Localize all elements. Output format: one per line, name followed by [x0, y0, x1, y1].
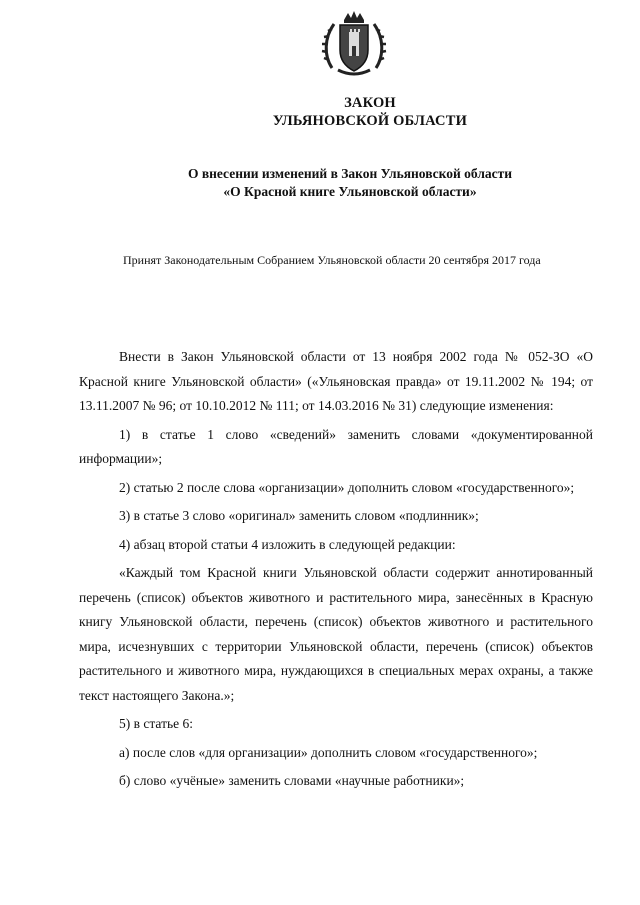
- amendment-item-2: 2) статью 2 после слова «организации» дополнить словом «государственного»;: [119, 479, 575, 495]
- law-title-line2: УЛЬЯНОВСКОЙ ОБЛАСТИ: [272, 113, 468, 129]
- law-subject-line1: О внесении изменений в Закон Ульяновской области: [187, 166, 513, 181]
- intro-paragraph: Внести в Закон Ульяновской области от 13 ноября 2002 года № 052-ЗО «О Красной книге Ульяновской области» («Ульяновская правда» от 19.11.2002 № 194; от 13.11.2007 № 96; от 10.10.2012 № 111; от 14.03.2016 № 31) следующие изменения:: [79, 349, 593, 413]
- law-body: [79, 345, 593, 794]
- amendment-item-3: 3) в статье 3 слово «оригинал» заменить словом «подлинник»;: [119, 508, 479, 523]
- amendment-item-5b: б) слово «учёные» заменить словами «научные работники»;: [119, 773, 465, 788]
- adoption-note: Принят Законодательным Собранием Ульяновской области 20 сентября 2017 года: [123, 253, 541, 267]
- law-title-line1: ЗАКОН: [344, 95, 396, 111]
- amendment-item-4: 4) абзац второй статьи 4 изложить в следующей редакции:: [119, 536, 456, 552]
- amendment-item-5a: а) после слов «для организации» дополнить словом «государственного»;: [119, 744, 538, 760]
- amendment-item-1: 1) в статье 1 слово «сведений» заменить словами «документированной информации»;: [79, 426, 593, 466]
- amendment-item-5: 5) в статье 6:: [119, 716, 193, 731]
- law-title: [0, 94, 640, 130]
- coat-of-arms-icon: [318, 8, 390, 80]
- law-subject: [0, 165, 640, 201]
- amendment-quote: «Каждый том Красной книги Ульяновской области содержит аннотированный перечень (список) объектов животного и растительного мира, занесённых в Красную книгу Ульяновской области, перечень (список) объектов животного и растительного мира, исчезнувших с территории Ульяновской области, перечень (список) объектов растительного и животного мира, нуждающихся в специальных мерах охраны, а также текст настоящего Закона.»;: [79, 565, 593, 703]
- law-subject-line2: «О Красной книге Ульяновской области»: [223, 184, 477, 199]
